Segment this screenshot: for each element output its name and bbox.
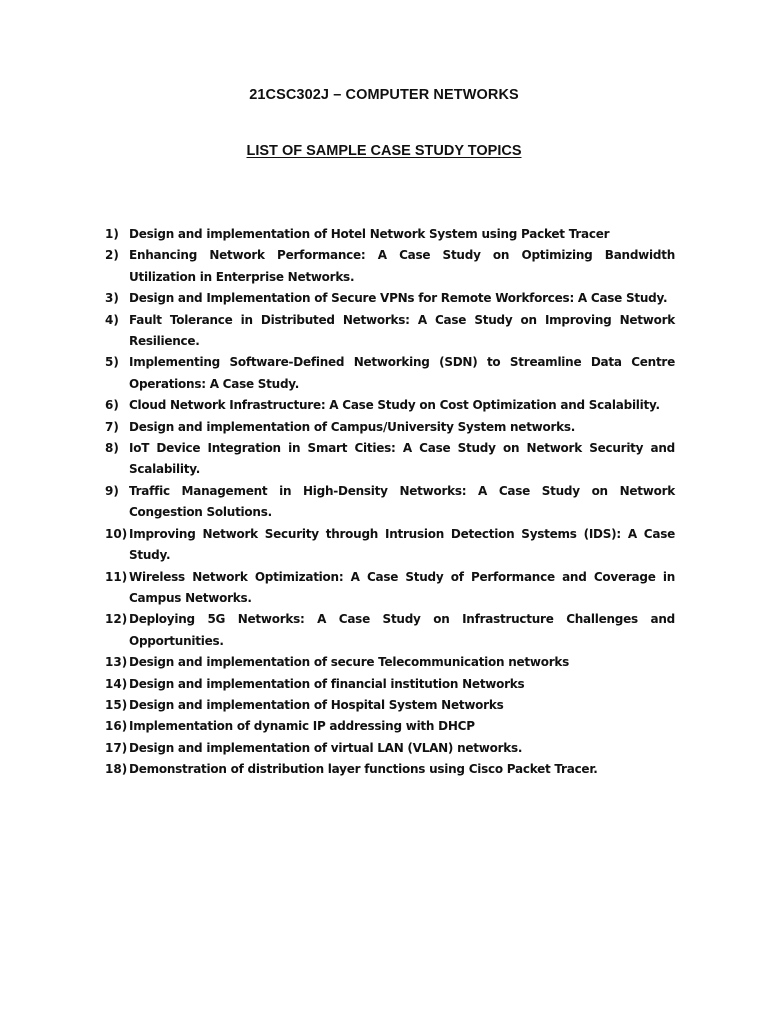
list-item [105,695,675,716]
topic-number: 4) [105,312,119,327]
topic-number: 3) [105,291,119,306]
topic-number: 13) [105,655,128,670]
topic-text: Deploying 5G Networks: A Case Study on Infrastructure Challenges and Opportunities. [129,612,675,648]
list-item [105,674,675,695]
topic-text: Traffic Management in High-Density Networks: A Case Study on Network Congestion Solutions. [129,483,675,520]
topic-text: Design and implementation of Hotel Network System using Packet Tracer [129,227,610,241]
list-item [105,524,675,567]
topic-text: Design and implementation of Campus/University System networks. [129,419,576,434]
topic-text: Demonstration of distribution layer functions using Cisco Packet Tracer. [129,762,598,777]
list-item [105,759,675,780]
list-item [105,481,675,524]
course-title: 21CSC302J – COMPUTER NETWORKS [249,87,519,103]
topic-number: 11) [105,569,128,584]
topic-text: Design and implementation of Hospital System Networks [129,697,504,712]
topic-number: 5) [105,355,119,370]
topic-text: Wireless Network Optimization: A Case Study of Performance and Coverage in Campus Networks. [129,569,675,605]
topic-number: 8) [105,441,119,456]
topic-number: 1) [105,227,119,241]
topic-number: 2) [105,248,119,263]
topic-text: Design and implementation of virtual LAN (VLAN) networks. [129,740,523,755]
topic-text: Implementing Software-Defined Networking (SDN) to Streamline Data Centre Operations: A Case Study. [129,355,675,391]
topic-number: 18) [105,762,128,777]
list-item [105,224,675,245]
topic-number: 7) [105,419,119,434]
topic-text: Fault Tolerance in Distributed Networks: A Case Study on Improving Network Resilience. [129,312,675,349]
topic-text: Cloud Network Infrastructure: A Case Study on Cost Optimization and Scalability. [129,398,660,413]
topic-number: 17) [105,740,128,755]
topic-text: Design and Implementation of Secure VPNs for Remote Workforces: A Case Study. [129,291,668,306]
topic-text: Improving Network Security through Intrusion Detection Systems (IDS): A Case Study. [129,526,675,563]
topic-text: Enhancing Network Performance: A Case Study on Optimizing Bandwidth Utilization in Enterprise Networks. [129,248,675,284]
list-item [105,438,675,481]
list-item [105,652,675,673]
list-item [105,417,675,438]
list-item [105,288,675,309]
list-item [105,716,675,737]
list-item [105,567,675,610]
topic-text: Implementation of dynamic IP addressing with DHCP [129,719,475,734]
list-item [105,609,675,652]
topic-number: 6) [105,398,119,413]
topic-number: 15) [105,697,128,712]
topic-text: Design and implementation of secure Telecommunication networks [129,655,570,670]
topic-number: 14) [105,676,128,691]
topic-number: 16) [105,719,128,734]
list-item [105,352,675,395]
list-item [105,738,675,759]
topic-number: 12) [105,612,128,627]
topic-number: 10) [105,526,128,541]
topic-text: Design and implementation of financial institution Networks [129,676,525,691]
list-item [105,310,675,353]
topic-number: 9) [105,483,119,498]
list-item [105,245,675,288]
list-item [105,395,675,416]
case-study-topic-list [105,224,675,781]
topic-text: IoT Device Integration in Smart Cities: A Case Study on Network Security and Scalability. [129,441,675,477]
list-heading: LIST OF SAMPLE CASE STUDY TOPICS [246,143,522,159]
